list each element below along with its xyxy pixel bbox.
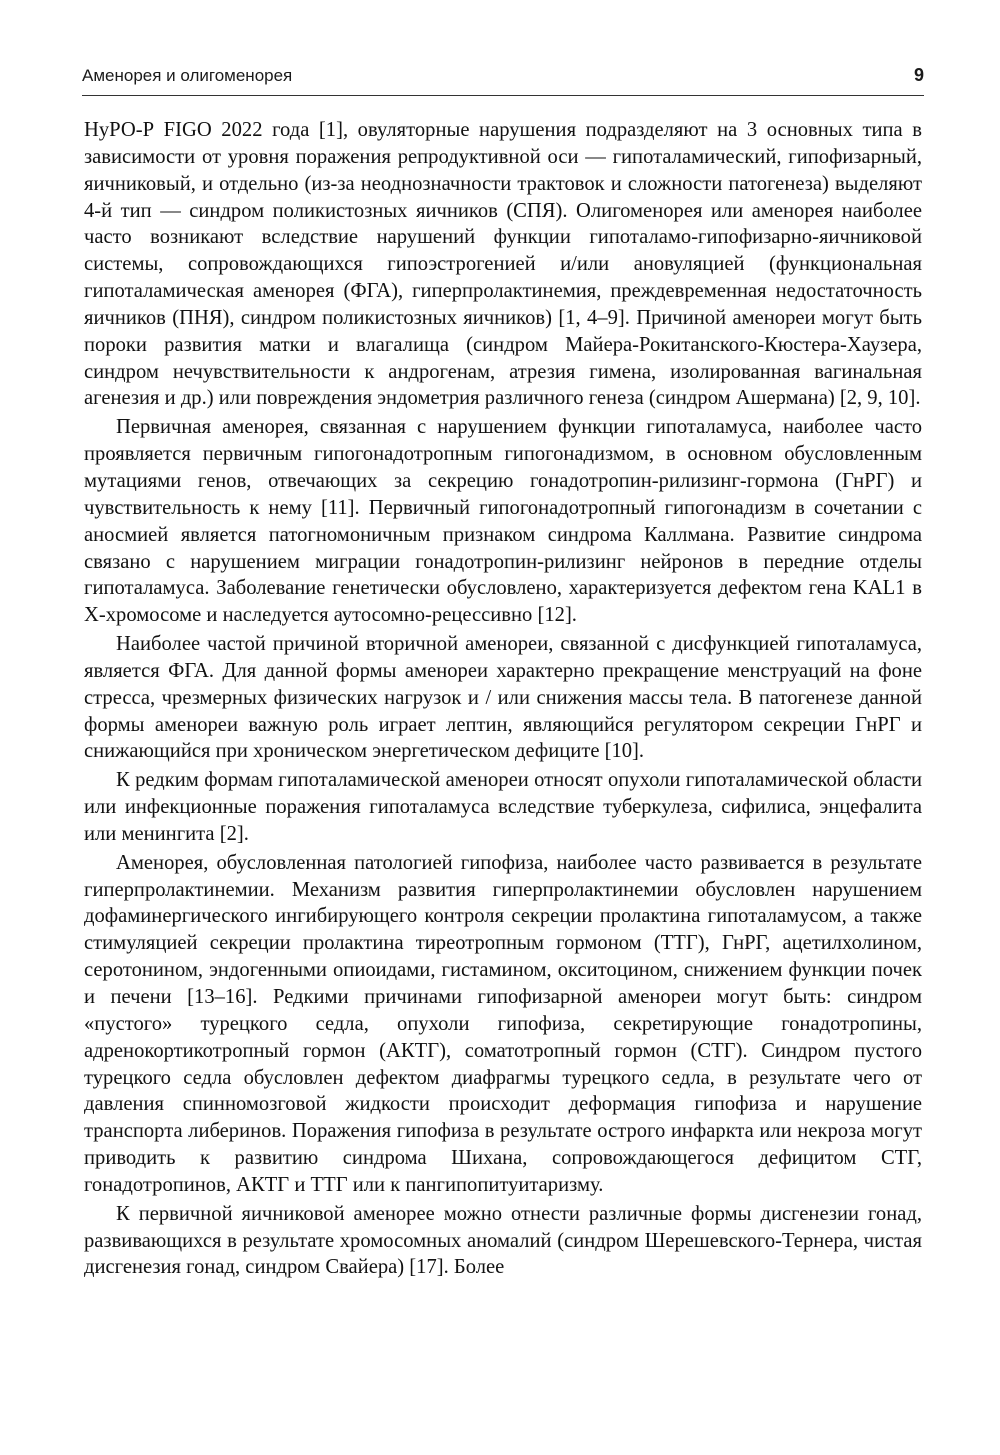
page-number: 9 xyxy=(913,65,924,85)
paragraph-secondary-amenorrhea: Наиболее частой причиной вторичной аменореи, связанной с дисфункцией гипоталамуса, является ФГА. Для данной формы аменореи характерно прекращение менструаций на фоне стресса, чрезмерных физических нагрузок и / или снижения массы тела. В патогенезе данной формы аменореи важную роль играет лептин, являющийся регулятором секреции ГнРГ и снижающийся при хроническом энергетическом дефиците [10]. xyxy=(84,633,922,763)
running-title: Аменорея и олигоменорея xyxy=(82,66,293,85)
header-rule xyxy=(82,95,924,96)
paragraph-rare-forms: К редким формам гипоталамической аменореи относят опухоли гипоталамической области или инфекционные поражения гипоталамуса вследствие туберкулеза, сифилиса, энцефалита или менингита [2]. xyxy=(84,769,922,845)
paragraph-ovulatory-disorders: НуРО-Р FIGO 2022 года [1], овуляторные нарушения подразделяют на 3 основных типа в зависимости от уровня поражения репродуктивной оси — гипоталамический, гипофизарный, яичниковый, и отдельно (из-за неоднозначности трактовок и сложности патогенеза) выделяют 4-й тип — синдром поликистозных яичников (СПЯ). Олигоменорея или аменорея наиболее часто возникают вследствие нарушений функции гипоталамо-гипофизарно-яичниковой системы, сопровождающихся гипоэстрогенией и/или ановуляцией (функциональная гипоталамическая аменорея (ФГА), гиперпролактинемия, преждевременная недостаточность яичников (ПНЯ), синдром поликистозных яичников) [1, 4–9]. Причиной аменореи могут быть пороки развития матки и влагалища (синдром Майера-Рокитанского-Кюстера-Хаузера, синдром нечувствительности к андрогенам, атрезия гимена, изолированная вагинальная агенезия и др.) или повреждения эндометрия различного генеза (синдром Ашермана) [2, 9, 10]. xyxy=(84,119,922,410)
paragraph-primary-amenorrhea: Первичная аменорея, связанная с нарушением функции гипоталамуса, наиболее часто проявляется первичным гипогонадотропным гипогонадизмом, в основном обусловленным мутациями генов, отвечающих за секрецию гонадотропин-рилизинг-гормона (ГнРГ) и чувствительность к нему [11]. Первичный гипогонадотропный гипогонадизм в сочетании с аносмией является патогномоничным признаком синдрома Каллмана. Развитие синдрома связано с нарушением миграции гонадотропин-рилизинг нейронов в передние отделы гипоталамуса. Заболевание генетически обусловлено, характеризуется дефектом гена KAL1 в Х-хромосоме и наследуется аутосомно-рецессивно [12]. xyxy=(84,416,922,627)
paragraph-pituitary-amenorrhea: Аменорея, обусловленная патологией гипофиза, наиболее часто развивается в результате гиперпролактинемии. Механизм развития гиперпролактинемии обусловлен нарушением дофаминергического ингибирующего контроля секреции пролактина гипоталамусом, а также стимуляцией секреции пролактина тиреотропным гормоном (ТТГ), ГнРГ, ацетилхолином, серотонином, эндогенными опиоидами, гистамином, окситоцином, снижением функции почек и печени [13–16]. Редкими причинами гипофизарной аменореи могут быть: синдром «пустого» турецкого седла, опухоли гипофиза, секретирующие гонадотропины, адренокортикотропный гормон (АКТГ), соматотропный гормон (СТГ). Синдром пустого турецкого седла обусловлен дефектом диафрагмы турецкого седла, в результате чего от давления спинномозговой жидкости происходит деформация гипофиза и нарушение транспорта либеринов. Поражения гипофиза в результате острого инфаркта или некроза могут приводить к развитию синдрома Шихана, сопровождающегося дефицитом СТГ, гонадотропинов, АКТГ и ТТГ или к пангипопитуитаризму. xyxy=(84,851,922,1196)
body-text xyxy=(84,117,922,1283)
paragraph-ovarian-amenorrhea: К первичной яичниковой аменорее можно отнести различные формы дисгенезии гонад, развивающихся в результате хромосомных аномалий (синдром Шерешевского-Тернера, чистая дисгенезия гонад, синдром Свайера) [17]. Более xyxy=(84,1202,922,1279)
